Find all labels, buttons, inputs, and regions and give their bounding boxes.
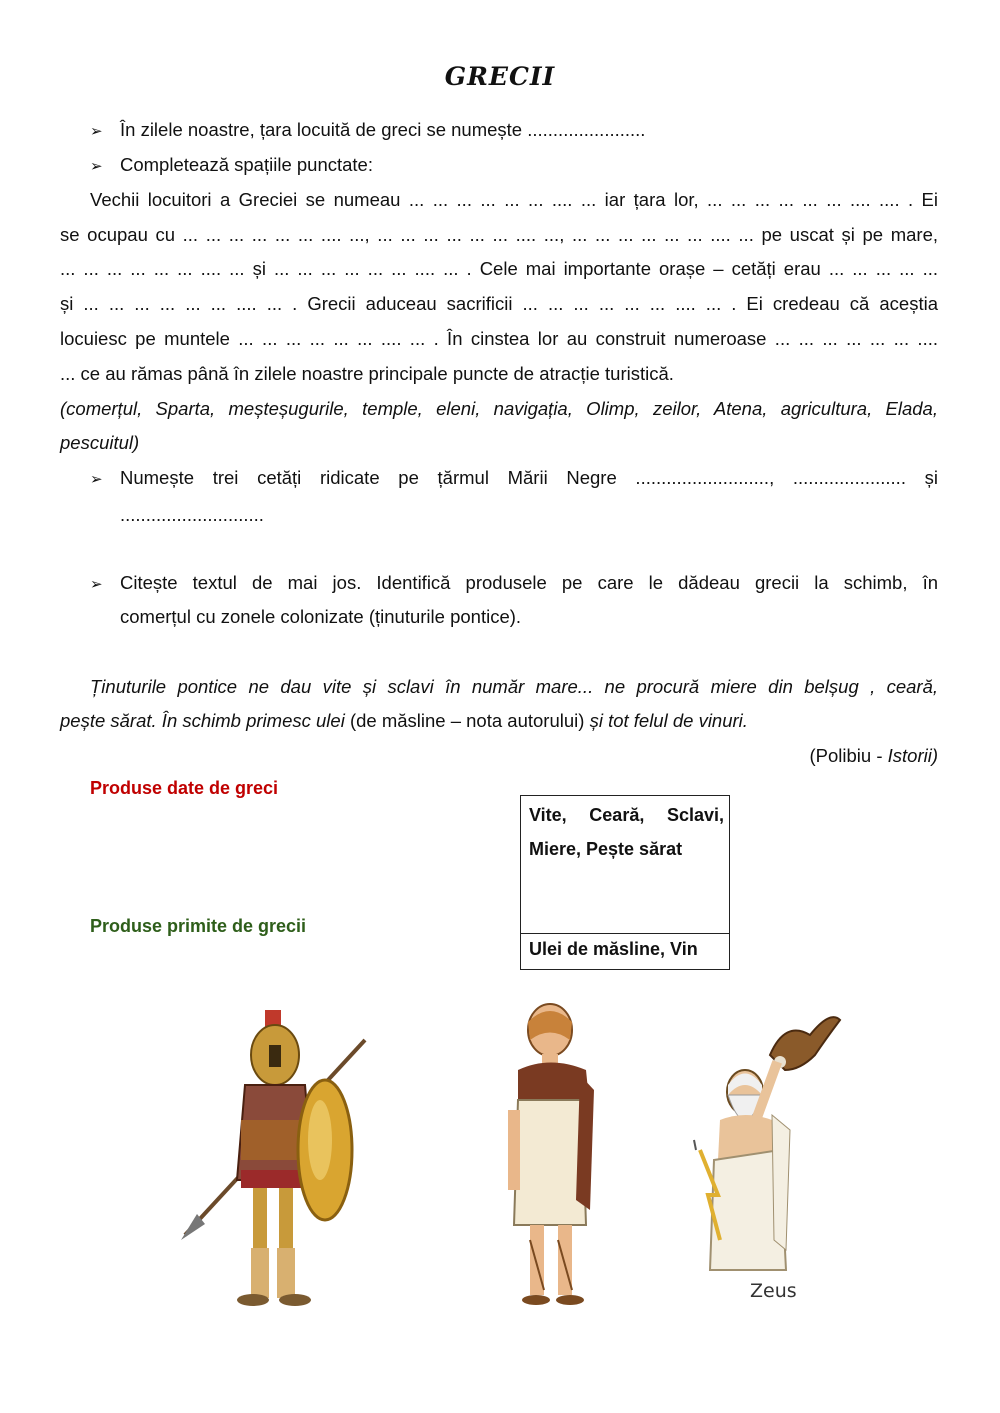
greek-citizen-illustration — [490, 1000, 620, 1310]
hoplite-illustration — [175, 1000, 375, 1310]
bullet-read-text — [90, 571, 938, 597]
zeus-illustration — [690, 1000, 860, 1280]
paragraph-line-4: și ... ... ... ... ... ... .... ... . Grecii aduceau sacrificii ... ... ... ... ... ... .... ... . Ei credeau că aceștia — [60, 293, 938, 314]
zeus-caption: Zeus — [750, 1280, 797, 1302]
bullet-arrow-icon: ➢ — [90, 158, 103, 175]
word-bank-line-1: (comerțul, Sparta, meșteșugurile, temple, eleni, navigația, Olimp, zeilor, Atena, agricultura, Elada, — [60, 398, 938, 419]
quote-line-2: pește sărat. În schimb primesc ulei (de măsline – nota autorului) și tot felul de vinuri. — [60, 710, 748, 731]
bullet-fill-instruction — [90, 153, 373, 179]
word-bank-line-2: pescuitul) — [60, 432, 140, 453]
quote-line-1: Ținuturile pontice ne dau vite și sclavi în număr mare... ne procură miere din belșug , ceară, — [90, 676, 938, 697]
paragraph-line-1: Vechii locuitori a Greciei se numeau ... ... ... ... ... ... .... ... iar țara lor, ... ... ... ... ... ... .... .... . Ei — [90, 189, 938, 210]
paragraph-line-6: ... ce au rămas până în zilele noastre principale puncte de atracție turistică. — [60, 363, 674, 384]
paragraph-line-2: se ocupau cu ... ... ... ... ... ... .... ..., ... ... ... ... ... ... .... ..., ... ... ... ... ... ... .... ... pe uscat și pe mare, — [60, 224, 938, 245]
answer-divider — [521, 933, 729, 934]
paragraph-line-3: ... ... ... ... ... ... .... ... și ... ... ... ... ... ... .... ... . Cele mai importante orașe – cetăți erau ... ... ... ... ... — [60, 258, 938, 279]
paragraph-line-5: locuiesc pe muntele ... ... ... ... ... ... .... ... . În cinstea lor au construit numeroase ... ... ... ... ... ... .... — [60, 328, 938, 349]
label-products-received: Produse primite de grecii — [90, 916, 307, 936]
answer-box — [520, 795, 730, 970]
bullet-arrow-icon: ➢ — [90, 471, 103, 488]
bullet-text: În zilele noastre, țara locuită de greci se numește ....................... — [120, 119, 646, 140]
bullet-black-sea-answer: ............................ — [120, 504, 264, 525]
bullet-arrow-icon: ➢ — [90, 123, 103, 140]
bullet-read-text-line-2: comerțul cu zonele colonizate (ținuturile pontice). — [120, 606, 522, 627]
bullet-black-sea-cities — [90, 466, 938, 492]
answer-given[interactable]: Vite, Ceară, Sclavi, Miere, Pește sărat — [529, 805, 724, 859]
bullet-arrow-icon: ➢ — [90, 576, 103, 593]
bullet-text: Citește textul de mai jos. Identifică produsele pe care le dădeau grecii la schimb, în — [120, 572, 938, 593]
answer-received[interactable]: Ulei de măsline, Vin — [529, 939, 698, 959]
page-title: GRECII — [444, 62, 556, 91]
bullet-text: Numește trei cetăți ridicate pe țărmul Mării Negre .........................., ...................... și — [120, 467, 938, 488]
label-products-given: Produse date de greci — [90, 778, 279, 798]
bullet-text: Completează spațiile punctate: — [120, 154, 373, 175]
bullet-country-question — [90, 118, 645, 144]
quote-source: (Polibiu - Istorii) — [809, 745, 938, 766]
